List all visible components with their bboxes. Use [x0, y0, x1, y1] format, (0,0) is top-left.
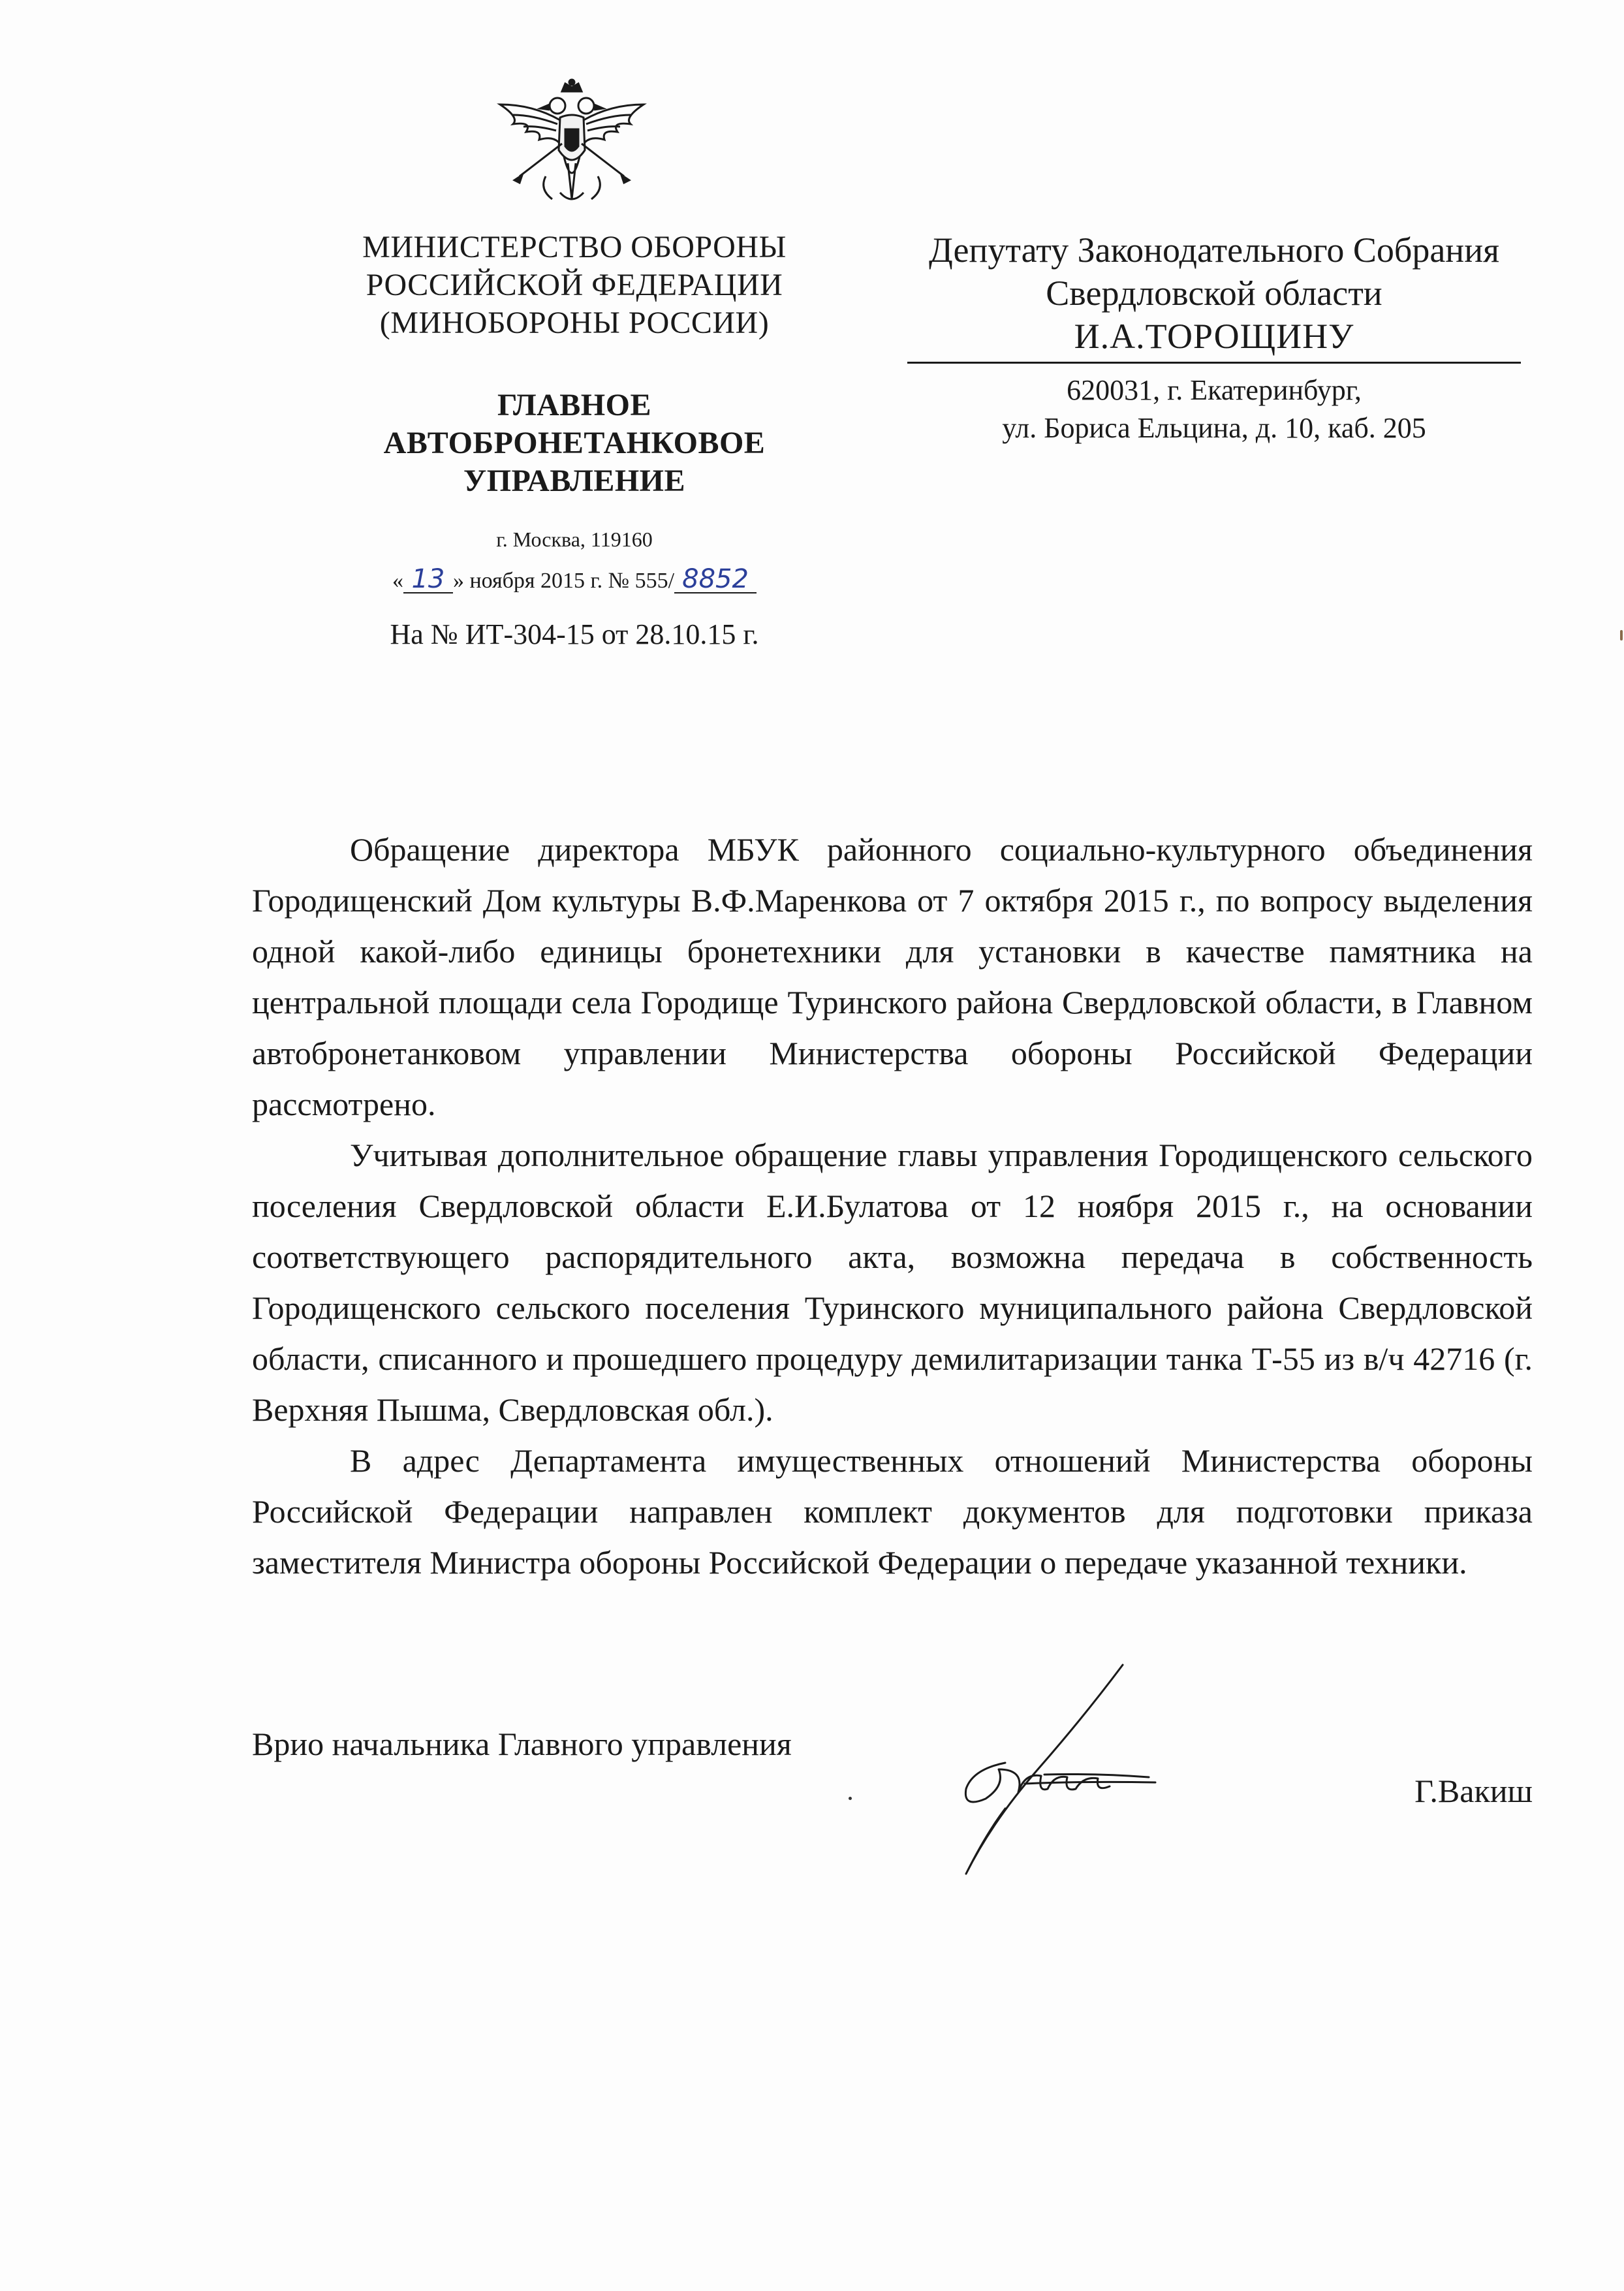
ministry-line: МИНИСТЕРСТВО ОБОРОНЫ [362, 230, 787, 264]
ministry-name [281, 229, 868, 342]
ministry-line: (МИНОБОРОНЫ РОССИИ) [379, 306, 770, 340]
recipient-title: Депутату Законодательного Собрания [929, 230, 1499, 270]
letter-body [252, 824, 1533, 1588]
body-paragraph: В адрес Департамента имущественных отношений Министерства обороны Российской Федерации направлен комплект документов для подготовки приказа заместителя Министра обороны Российской Федерации о передаче указанной техники. [252, 1442, 1533, 1581]
recipient-divider [907, 362, 1521, 364]
recipient-region: Свердловской области [1046, 274, 1382, 313]
recipient-name: И.А.ТОРОЩИНУ [1074, 317, 1354, 356]
recipient-block [888, 229, 1540, 447]
handwritten-number: 8852 [674, 566, 757, 593]
ministry-line: РОССИЙСКОЙ ФЕДЕРАЦИИ [366, 268, 783, 302]
date-close-quote: » [452, 569, 464, 593]
scan-speck [1620, 630, 1623, 640]
body-paragraph: Обращение директора МБУК районного социально-культурного объединения Городищенский Дом культуры В.Ф.Маренкова от 7 октября 2015 г., по вопросу выделения одной какой-либо единицы бронетехники для установки в качестве памятника на центральной площади села Городище Туринского района Свердловской области, в Главном автобронетанковом управлении Министерства обороны Российской Федерации рассмотрено. [252, 831, 1533, 1122]
body-paragraph: Учитывая дополнительное обращение главы управления Городищенского сельского поселения Свердловской области Е.И.Булатова от 12 ноября 2015 г., на основании соответствующего распорядительного акта, возможна передача в собственность Городищенского сельского поселения Туринского муниципального района Свердловской области, списанного и прошедшего процедуру демилитаризации танка Т-55 из в/ч 42716 (г. Верхняя Пышма, Свердловская обл.). [252, 1137, 1533, 1428]
reference-line: На № ИТ-304-15 от 28.10.15 г. [390, 618, 759, 650]
directorate-line: УПРАВЛЕНИЕ [463, 464, 686, 498]
signatory-title: Врио начальника Главного управления [252, 1726, 792, 1762]
handwritten-signature [927, 1658, 1175, 1893]
sender-header [281, 229, 868, 653]
ink-dot [849, 1797, 852, 1800]
double-headed-eagle-emblem-icon [474, 78, 670, 209]
letter-date-number [281, 565, 868, 597]
directorate-line: ГЛАВНОЕ [497, 388, 651, 422]
sender-city: г. Москва, 119160 [496, 528, 653, 551]
date-month-year: ноября 2015 г. № 555/ [469, 569, 675, 593]
signatory-name: Г.Вакиш [1414, 1773, 1533, 1809]
directorate-name [281, 387, 868, 500]
directorate-line: АВТОБРОНЕТАНКОВОЕ [383, 426, 766, 460]
handwritten-day: 13 [403, 566, 453, 593]
recipient-address-line: 620031, г. Екатеринбург, [1067, 374, 1362, 406]
date-open-quote: « [392, 569, 403, 593]
recipient-address-line: ул. Бориса Ельцина, д. 10, каб. 205 [1002, 412, 1426, 444]
